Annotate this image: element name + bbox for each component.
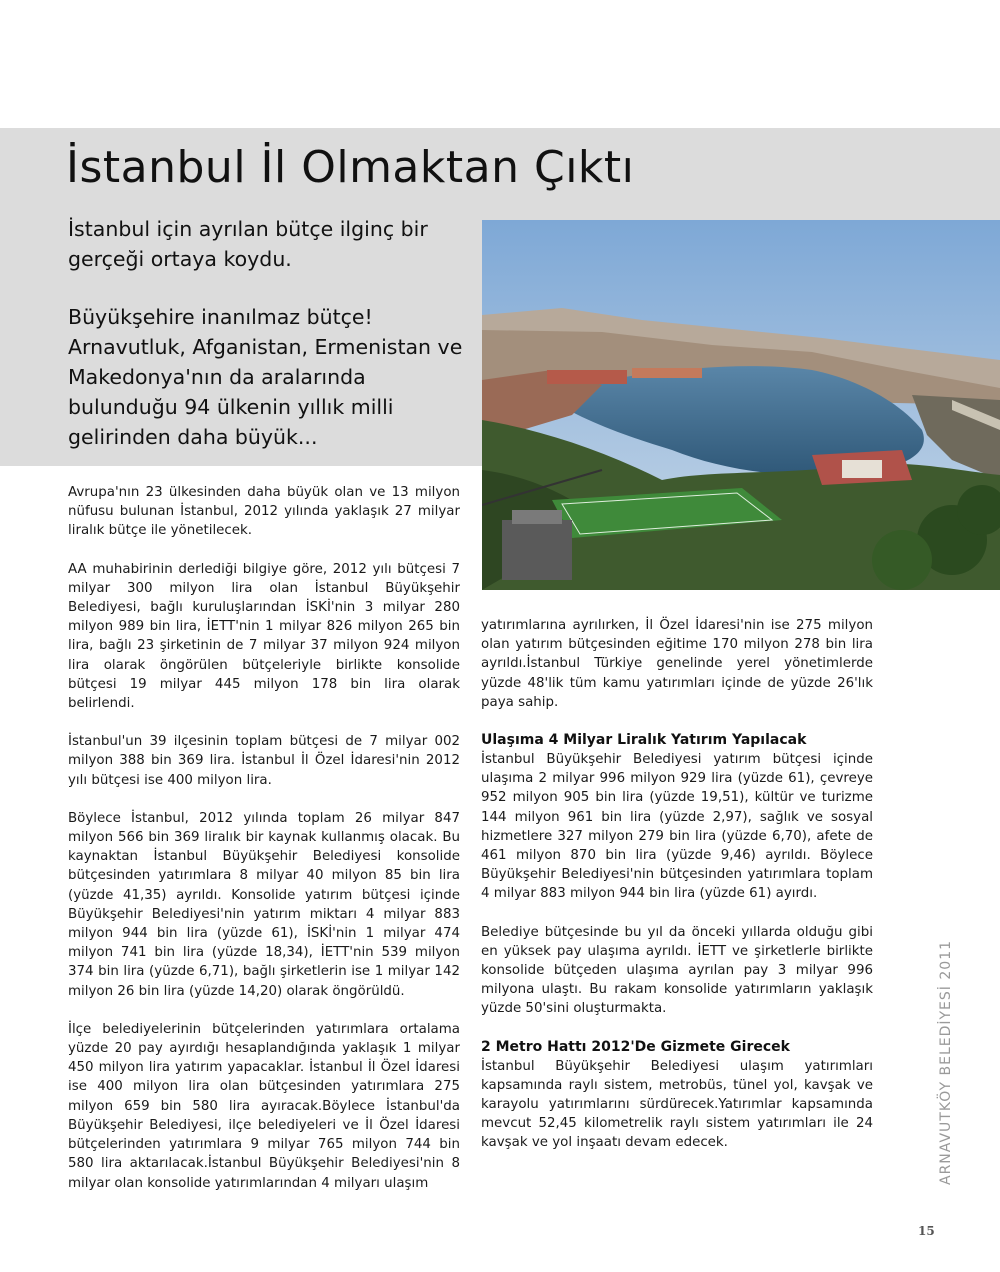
istanbul-golden-horn-photo xyxy=(482,220,1000,590)
lead-text-2: Büyükşehire inanılmaz bütçe! Arnavutluk, Afganistan, Ermenistan ve Makedonya'nın da aralarında bulunduğu 94 ülkenin yıllık milli gelirinden daha büyük... xyxy=(68,305,463,449)
paragraph: Avrupa'nın 23 ülkesinden daha büyük olan ve 13 milyon nüfusu bulunan İstanbul, 2012 yılında yaklaşık 27 milyar liralık bütçe ile yönetilecek. xyxy=(68,485,460,539)
paragraph: İstanbul'un 39 ilçesinin toplam bütçesi de 7 milyar 002 milyon 388 bin 369 lira. İstanbul İl Özel İdaresi'nin 2012 yılı bütçesi ise 400 milyon lira. xyxy=(68,734,460,788)
section-heading: Ulaşıma 4 Milyar Liralık Yatırım Yapılacak xyxy=(481,732,807,749)
right-column xyxy=(481,616,873,1172)
paragraph: AA muhabirinin derlediği bilgiye göre, 2012 yılı bütçesi 7 milyar 300 milyon lira olan İstanbul Büyükşehir Belediyesi, bağlı kuruluşlarından İSKİ'nin 3 milyar 280 milyon 989 bin lira, İETT'nin 1 milyar 826 milyon 265 bin lira, bağlı 23 şirketinin de 7 milyar 37 milyon 924 milyon lira olarak öngörülen bütçeleriyle birlikte konsolide bütçesi 19 milyar 445 milyon 178 bin lira olarak belirlendi. xyxy=(68,561,460,712)
paragraph: Belediye bütçesinde bu yıl da önceki yıllarda olduğu gibi en yüksek pay ulaşıma ayrıldı. İETT ve şirketlerle birlikte konsolide bütçeden ulaşıma ayrılan pay 3 milyar 996 milyona ulaştı. Bu rakam konsolide yatırımların yaklaşık yüzde 50'sini oluşturmakta. xyxy=(481,924,873,1017)
paragraph: İlçe belediyelerinin bütçelerinden yatırımlara ortalama yüzde 20 pay ayırdığı hesaplandığında yaklaşık 1 milyar 450 milyon lira yatırım yapacaklar. İstanbul İl Özel İdaresi ise 400 milyon lira olan bütçesinden yatırımlara 275 milyon 659 bin 580 lira ayıracak.Böylece İstanbul'da Büyükşehir Belediyesi, ilçe belediyeleri ve İl Özel İdaresi bütçelerinden yatırımlara 9 milyar 765 milyon 744 bin 580 lira aktarılacak.İstanbul Büyükşehir Belediyesi'nin 8 milyar olan konsolide yatırımlarından 4 milyarı ulaşım xyxy=(68,1021,460,1191)
lead-text-1: İstanbul için ayrılan bütçe ilginç bir gerçeği ortaya koydu. xyxy=(68,217,428,271)
paragraph: yatırımlarına ayrılırken, İl Özel İdaresi'nin ise 275 milyon olan yatırım bütçesinden eğitime 170 milyon 278 bin lira ayrıldı.İstanbul Türkiye genelinde yerel yönetimlerde yüzde 48'lik tüm kamu yatırımları içinde de yüzde 26'lık paya sahip. xyxy=(481,618,873,710)
left-column xyxy=(68,483,460,1212)
section-heading: 2 Metro Hattı 2012'De Gizmete Girecek xyxy=(481,1038,790,1055)
sidebar-publication-label: ARNAVUTKÖY BELEDİYESİ 2011 xyxy=(938,939,954,1185)
page-number: 15 xyxy=(918,1224,935,1238)
paragraph: İstanbul Büyükşehir Belediyesi yatırım bütçesi içinde ulaşıma 2 milyar 996 milyon 929 lira (yüzde 61), çevreye 952 milyon 905 bin lira (yüzde 19,51), kültür ve turizme 144 milyon 961 bin lira (yüzde 2,97), sağlık ve sosyal hizmetlere 327 milyon 279 bin lira (yüzde 6,70), afete de 461 milyon 870 bin lira (yüzde 9,46) ayrıldı. Böylece Büyükşehir Belediyesi'nin bütçesinden yatırımlara toplam 4 milyar 883 milyon 944 bin lira (yüzde 61) ayırdı. xyxy=(481,752,873,902)
paragraph: Böylece İstanbul, 2012 yılında toplam 26 milyar 847 milyon 566 bin 369 liralık bir kaynak kullanmış olacak. Bu kaynaktan İstanbul Büyükşehir Belediyesi konsolide bütçesinden yatırımlara 8 milyar 40 milyon 85 bin lira (yüzde 41,35) ayrıldı. Konsolide yatırım bütçesi içinde Büyükşehir Belediyesi'nin yatırım miktarı 4 milyar 883 milyon 944 bin lira (yüzde 61), İSKİ'nin 1 milyar 474 milyon 741 bin lira (yüzde 18,34), İETT'nin 539 milyon 374 bin lira (yüzde 6,71), bağlı şirketlerin ise 1 milyar 142 milyon 26 bin lira (yüzde 14,20) olarak öngörüldü. xyxy=(68,810,460,999)
page-title: İstanbul İl Olmaktan Çıktı xyxy=(66,142,635,193)
paragraph: İstanbul Büyükşehir Belediyesi ulaşım yatırımları kapsamında raylı sistem, metrobüs, tünel yol, kavşak ve karayolu yatırımlarını sürdürecek.Yatırımlar kapsamında mevcut 52,45 kilometrelik raylı sistem yatırımları ile 24 kavşak ve yol inşaatı devam edecek. xyxy=(481,1058,873,1151)
